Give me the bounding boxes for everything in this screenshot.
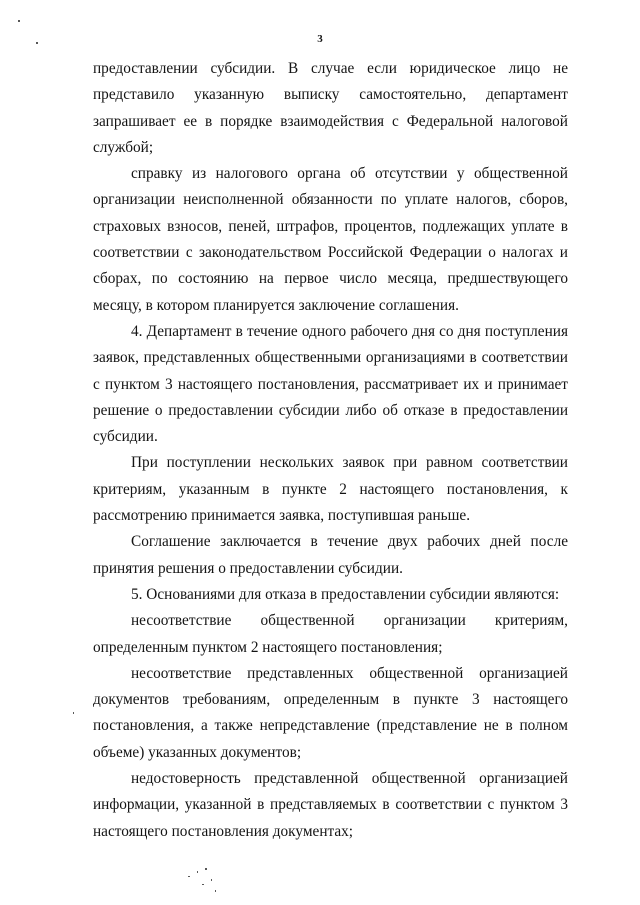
scan-speck (211, 879, 212, 881)
paragraph-clause-5: 5. Основаниями для отказа в предоставлении субсидии являются: (131, 585, 560, 603)
paragraph-continuation: предоставлении субсидии. В случае если юридическое лицо не представило указанную выписку самостоятельно, департамент запрашивает ее в порядке взаимодействия с Федеральной налоговой службой; (93, 60, 568, 156)
scan-speck (205, 868, 207, 870)
scan-speck (215, 890, 216, 892)
scan-speck (73, 712, 74, 714)
scan-speck (18, 20, 20, 22)
scan-speck (197, 871, 198, 873)
paragraph-refusal-documents: несоответствие представленных общественной организацией документов требованиям, определенным в пункте 3 настоящего постановления, а также непредставление (представление не в полном объеме) указанных документов; (93, 664, 568, 761)
paragraph-refusal-information: недостоверность представленной общественной организацией информации, указанной в представляемых в соответствии с пунктом 3 настоящего постановления документах; (93, 770, 568, 840)
page-number: 3 (317, 33, 323, 45)
paragraph-tax-certificate: справку из налогового органа об отсутствии у общественной организации неисполненной обязанности по уплате налогов, сборов, страховых взносов, пеней, штрафов, процентов, подлежащих уплате в соответствии с законодательством Российской Федерации о налогах и сборах, по состоянию на первое число месяца, предшествующего месяцу, в котором планируется заключение соглашения. (93, 165, 568, 314)
scan-speck (202, 884, 204, 885)
paragraph-multiple-applications: При поступлении нескольких заявок при равном соответствии критериям, указанным в пункте 2 настоящего постановления, к рассмотрению принимается заявка, поступившая раньше. (93, 454, 568, 525)
scan-speck (188, 876, 190, 877)
document-text (93, 56, 568, 845)
paragraph-clause-4: 4. Департамент в течение одного рабочего дня со дня поступления заявок, представленных общественными организациями в соответствии с пунктом 3 настоящего постановления, рассматривает их и принимает решение о предоставлении субсидии либо об отказе в предоставлении субсидии. (93, 322, 568, 446)
paragraph-agreement: Соглашение заключается в течение двух рабочих дней после принятия решения о предоставлении субсидии. (93, 533, 568, 577)
paragraph-refusal-criteria: несоответствие общественной организации критериям, определенным пунктом 2 настоящего постановления; (93, 612, 568, 656)
